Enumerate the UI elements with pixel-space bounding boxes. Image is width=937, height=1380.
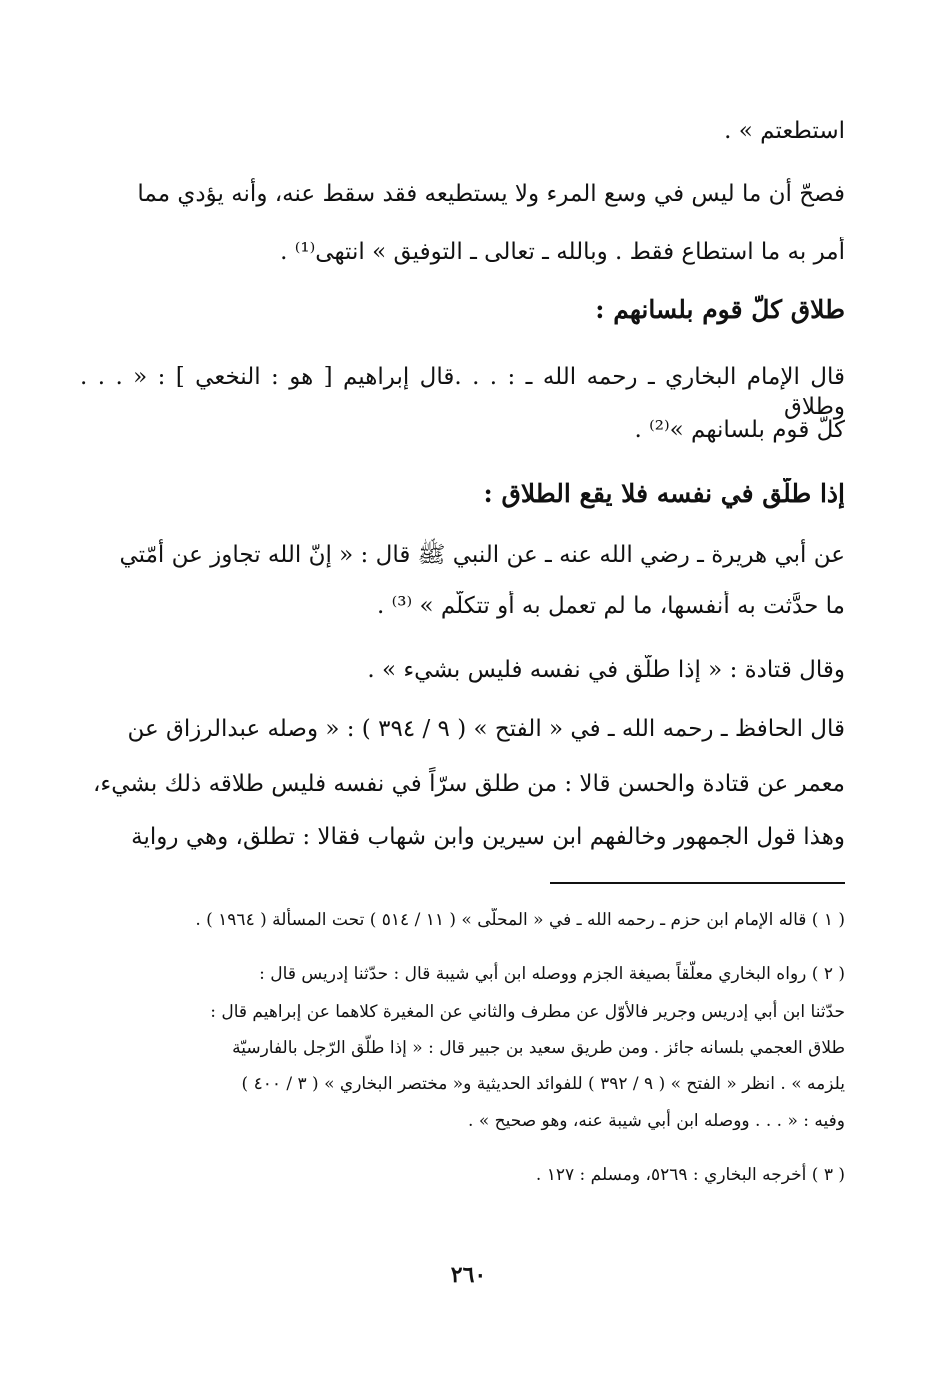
- text-line: أمر به ما استطاع فقط . وبالله ـ تعالى ـ التوفيق » انتهى⁽¹⁾ .: [280, 239, 845, 265]
- text-line: عن أبي هريرة ـ رضي الله عنه ـ عن النبي ﷺ قال : « إنّ الله تجاوز عن أمّتي: [119, 542, 845, 568]
- footnote-divider: [550, 882, 845, 884]
- footnote: حدّثنا ابن أبي إدريس وجرير فالأوّل عن مطرف والثاني عن المغيرة كلاهما عن إبراهيم قال :: [210, 1002, 845, 1022]
- footnote: ( ٢ ) رواه البخاري معلّقاً بصيغة الجزم ووصله ابن أبي شيبة قال : حدّثنا إدريس قال :: [259, 964, 845, 984]
- text-line: وقال قتادة : « إذا طلّق في نفسه فليس بشيء » .: [367, 657, 845, 683]
- text-line: كلّ قوم بلسانهم »⁽²⁾ .: [634, 417, 845, 443]
- footnote: ( ٣ ) أخرجه البخاري : ٥٢٦٩، ومسلم : ١٢٧ .: [535, 1165, 845, 1185]
- text-line: قال الحافظ ـ رحمه الله ـ في « الفتح » ( ٩ / ٣٩٤ ) : « وصله عبدالرزاق عن: [127, 716, 845, 742]
- text-line: وهذا قول الجمهور وخالفهم ابن سيرين وابن شهاب فقالا : تطلق، وهي رواية: [131, 824, 845, 850]
- section-heading: طلاق كلّ قوم بلسانهم :: [595, 295, 845, 324]
- section-heading: إذا طلّق في نفسه فلا يقع الطلاق :: [483, 479, 845, 508]
- footnote: طلاق العجمي بلسانه جائز . ومن طريق سعيد بن جبير قال : « إذا طلّق الرّجل بالفارسيّة: [232, 1038, 845, 1058]
- footnote: يلزمه » . انظر « الفتح » ( ٩ / ٣٩٢ ) للفوائد الحديثية و« مختصر البخاري » ( ٣ / ٤٠٠ ): [241, 1074, 845, 1094]
- text-line: قال الإمام البخاري ـ رحمه الله ـ : . . .قال إبراهيم [ هو : النخعي ] : « . . . وطلاق: [80, 364, 845, 420]
- text-line: استطعتم » .: [724, 118, 845, 144]
- page-number: ٢٦٠: [450, 1262, 487, 1288]
- footnote: ( ١ ) قاله الإمام ابن حزم ـ رحمه الله ـ في « المحلّى » ( ١١ / ٥١٤ ) تحت المسألة ( ١٩٦٤ ) .: [195, 910, 845, 930]
- text-line: ما حدَّثت به أنفسها، ما لم تعمل به أو تتكلّم » ⁽³⁾ .: [376, 593, 845, 619]
- footnote: وفيه : « . . . ووصله ابن أبي شيبة عنه، وهو صحيح » .: [468, 1111, 845, 1131]
- text-line: فصحّ أن ما ليس في وسع المرء ولا يستطيعه فقد سقط عنه، وأنه يؤدي مما: [137, 181, 845, 207]
- text-line: معمر عن قتادة والحسن قالا : من طلق سرّاً في نفسه فليس طلاقه ذلك بشيء،: [93, 771, 845, 797]
